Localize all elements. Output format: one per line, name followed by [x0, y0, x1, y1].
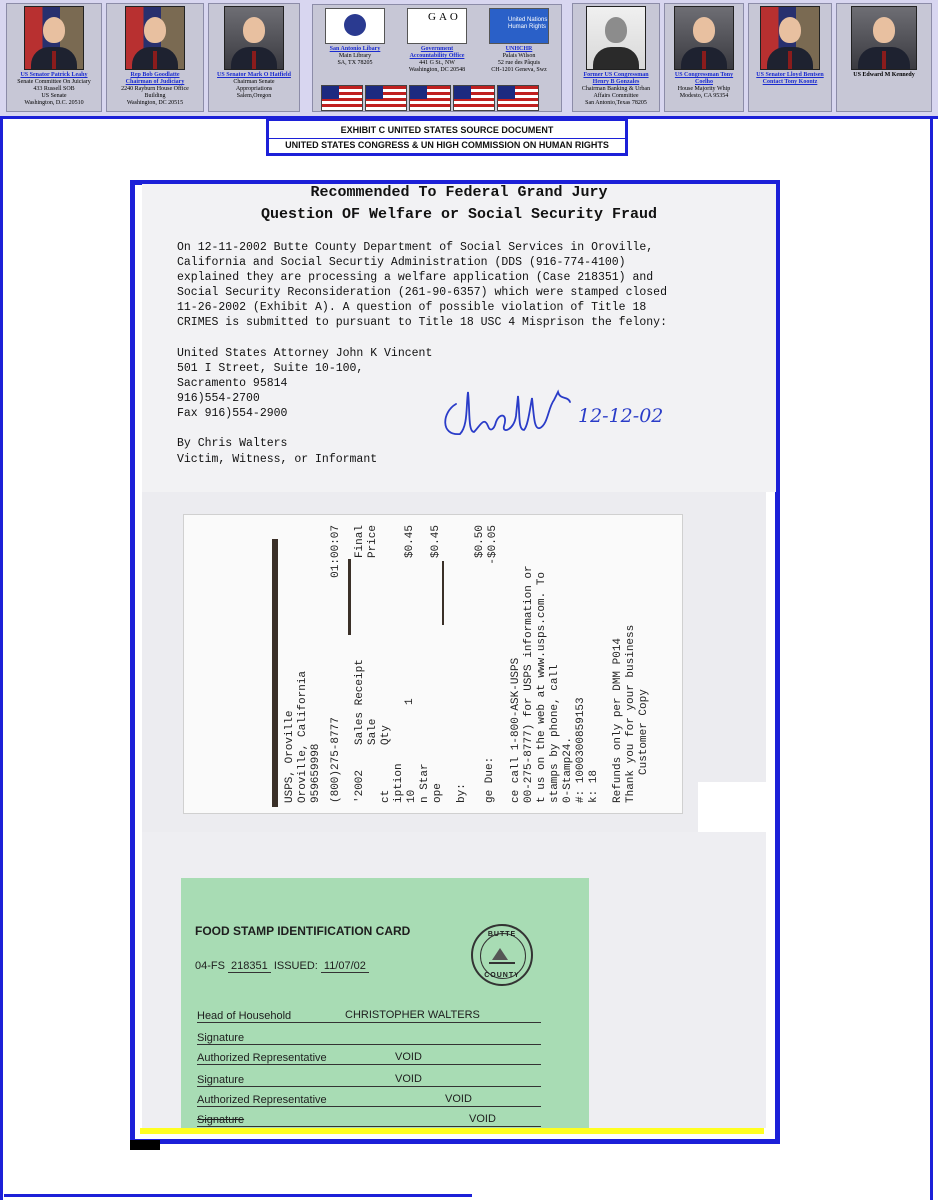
gao-logo-text: GAO	[428, 11, 461, 23]
informant-line: By Chris Walters	[177, 437, 288, 450]
receipt-line: 959659998	[310, 743, 322, 803]
receipt-line: $0.50	[474, 525, 486, 559]
contact-line: Washington, DC 20515	[126, 100, 184, 106]
contact-line: Modesto, CA 95354	[679, 93, 729, 99]
receipt-body-line: t us on the web at www.usps.com. To	[536, 571, 548, 803]
address-line: Sacramento 95814	[177, 377, 288, 390]
us-flag-icon	[497, 85, 539, 111]
portrait-photo	[224, 6, 284, 70]
receipt-side: by:	[456, 783, 468, 803]
receipt-line: $0.45	[404, 525, 416, 559]
institution-panel	[312, 4, 562, 112]
yellow-strip	[140, 1128, 764, 1134]
portrait-photo	[760, 6, 820, 70]
issued-label: ISSUED:	[273, 960, 318, 972]
page-border-right	[930, 118, 933, 1200]
contact-line: Chairman Senate	[233, 79, 275, 85]
row-label: Signature	[197, 1032, 245, 1044]
seal-bottom-text: COUNTY	[484, 972, 520, 979]
receipt-body-line: Refunds only per DMM P014	[612, 637, 624, 803]
contact-line-link[interactable]: Contact Tony Koontz	[762, 79, 818, 85]
case-prefix: 04-FS	[195, 960, 225, 972]
receipt-body-line: Thank you for your business	[625, 624, 637, 803]
library-name-link[interactable]: San Antonio Libary	[329, 46, 381, 52]
signature-row	[197, 1112, 541, 1127]
address-line: 501 I Street, Suite 10-100,	[177, 362, 364, 375]
contact-line: US Senate	[41, 93, 67, 99]
receipt-line: USPS, Oroville	[284, 710, 296, 803]
contact-line: Affairs Committee	[593, 93, 639, 99]
letter-title-2: Question OF Welfare or Social Security Fraud	[260, 206, 658, 223]
us-flag-icon	[453, 85, 495, 111]
informant-line: Victim, Witness, or Informant	[177, 453, 378, 466]
informant-block	[177, 436, 377, 468]
row-label: Head of Household	[197, 1010, 292, 1022]
row-value: CHRISTOPHER WALTERS	[345, 1009, 480, 1021]
receipt-body-line: 0-Stamp24.	[562, 736, 574, 803]
exhibit-line-1: EXHIBIT C UNITED STATES SOURCE DOCUMENT	[340, 125, 554, 135]
head-of-household-row	[197, 1008, 541, 1023]
receipt-side: ope	[432, 783, 444, 803]
contact-card-kennedy[interactable]	[836, 3, 932, 112]
exhibit-line-2: UNITED STATES CONGRESS & UN HIGH COMMISSION ON HUMAN RIGHTS	[269, 138, 625, 150]
bottom-rule	[4, 1194, 472, 1197]
header-strip	[0, 0, 938, 119]
gao-name2-link[interactable]: Accountability Office	[409, 53, 465, 59]
portrait-photo	[586, 6, 646, 70]
receipt-line: Final	[354, 525, 366, 559]
attorney-address	[177, 346, 432, 421]
portrait-photo	[674, 6, 734, 70]
receipt-line: Oroville, California	[297, 670, 309, 803]
unhchr-line: Palais Wilson	[502, 53, 536, 59]
gao-name-link[interactable]: Government	[420, 46, 454, 52]
library-line: SA, TX 78205	[337, 60, 373, 66]
receipt-line: $0.45	[430, 525, 442, 559]
row-label: Signature	[197, 1074, 245, 1086]
case-number-line	[195, 960, 369, 972]
receipt-side: ge Due:	[484, 756, 496, 803]
seal-top-text: BUTTE	[487, 931, 517, 938]
row-value: VOID	[445, 1093, 472, 1105]
portrait-photo	[125, 6, 185, 70]
contact-card-leahy[interactable]	[6, 3, 102, 112]
unhchr-line: CH-1201 Geneva, Swz	[491, 67, 547, 73]
unhchr-card[interactable]	[479, 7, 559, 85]
contact-card-hatfield[interactable]	[208, 3, 300, 112]
receipt-rotated-text	[184, 515, 683, 814]
contact-line: Senate Committee On Juiciary	[17, 79, 91, 85]
contact-name2-link[interactable]: Coelho	[695, 79, 713, 85]
signature-date: 12-12-02	[578, 405, 664, 427]
issued-date: 11/07/02	[321, 960, 369, 973]
receipt-body-line: stamps by phone, call	[549, 664, 561, 803]
contact-name-link[interactable]: US Congressman Tony	[674, 72, 734, 78]
receipt-line: 01:00:07	[330, 525, 342, 578]
gao-logo-icon	[407, 8, 467, 44]
receipt-body-line: #: 1000300859153	[575, 697, 587, 803]
contact-line: Salem,Oregon	[236, 93, 272, 99]
contact-line: Chairman Banking & Urban	[581, 86, 651, 92]
butte-county-seal-icon	[471, 924, 533, 986]
contact-line: San Antonio,Texas 78205	[585, 100, 647, 106]
receipt-line: Sale	[367, 718, 379, 745]
case-number: 218351	[228, 960, 271, 973]
contact-name2-link[interactable]: Henry B Gonzales	[592, 79, 640, 85]
flag-row	[321, 85, 551, 109]
letter-title-1: Recommended To Federal Grand Jury	[310, 184, 608, 201]
grand-jury-letter	[142, 184, 776, 492]
row-label: Authorized Representative	[197, 1052, 327, 1064]
address-line: 916)554-2700	[177, 392, 260, 405]
library-line: Main Library	[338, 53, 372, 59]
contact-card-goodlatte[interactable]	[106, 3, 204, 112]
authorized-rep-row	[197, 1050, 541, 1065]
contact-line: House Majority Whip	[677, 86, 731, 92]
food-stamp-card	[181, 878, 589, 1130]
row-value: VOID	[395, 1051, 422, 1063]
receipt-line: 1	[404, 698, 416, 705]
signature-row	[197, 1072, 541, 1087]
un-logo-icon	[489, 8, 549, 44]
contact-card-bentsen[interactable]	[748, 3, 832, 112]
contact-card-gonzales[interactable]	[572, 3, 660, 112]
gao-line: 441 G St., NW	[419, 60, 455, 66]
contact-line: 2240 Rayburn House Office	[121, 86, 189, 92]
receipt-line: (800)275-8777	[330, 717, 342, 803]
contact-line: Building	[144, 93, 166, 99]
us-flag-icon	[409, 85, 451, 111]
authorized-rep-row	[197, 1092, 541, 1107]
unhchr-line: 52 rue des Pâquis	[497, 60, 541, 66]
contact-name-link[interactable]: Former US Congressman	[583, 72, 649, 78]
receipt-side: '2002	[354, 769, 366, 803]
contact-name-link[interactable]: US Senator Lloyd Bentsen	[756, 72, 824, 78]
address-line: United States Attorney John K Vincent	[177, 347, 433, 360]
row-value: VOID	[395, 1073, 422, 1085]
contact-name-link[interactable]: Rep Bob Goodlatte	[130, 72, 180, 78]
contact-line: Appropriations	[235, 86, 273, 92]
page-border-left	[0, 118, 3, 1200]
receipt-side: ct	[380, 789, 392, 803]
row-value: VOID	[469, 1113, 496, 1125]
gao-card[interactable]	[397, 7, 477, 85]
signature-row	[197, 1030, 541, 1045]
black-corner-mark	[130, 1140, 160, 1150]
exhibit-title-box	[266, 118, 628, 156]
letter-paragraph: On 12-11-2002 Butte County Department of Social Services in Oroville, California and Social Securtiy Administration (DDS (916-774-4100) explained they are processing a welfare application (Case 218351) and Social Security Reconsideration (261-90-6357) which were stamped closed 11-26-2002 (Exhibit A). A question of possible violation of Title 18 CRIMES is submitted to pursuant to Title 18 USC 4 Misprison the felony:	[177, 241, 667, 329]
contact-name: US Edward M Kennedy	[853, 72, 915, 78]
handwritten-signature	[438, 386, 678, 446]
gao-line: Washington, DC 20548	[408, 67, 466, 73]
row-label: Signature	[197, 1114, 245, 1126]
us-flag-icon	[365, 85, 407, 111]
receipt-body-line: Customer Copy	[638, 689, 650, 775]
contact-name-link[interactable]: US Senator Mark O Hatfield	[217, 72, 291, 78]
receipt-side: n Star	[419, 763, 431, 803]
receipt-body-line: 00-275-8777) for USPS information or	[523, 565, 535, 803]
un-logo-text: United Nations Human Rights	[508, 17, 548, 30]
library-logo-icon	[325, 8, 385, 44]
row-label: Authorized Representative	[197, 1094, 327, 1106]
library-card[interactable]	[315, 7, 395, 85]
receipt-line: Qty	[380, 725, 392, 745]
contact-name-link[interactable]: US Senator Patrick Leahy	[20, 72, 88, 78]
receipt-line: Sales Receipt	[354, 659, 366, 745]
receipt-body-line: k: 18	[588, 769, 600, 803]
receipt-line: -$0.05	[487, 525, 499, 565]
receipt-side: iption	[393, 763, 405, 803]
contact-line: Washington, D.C. 20510	[24, 100, 84, 106]
contact-title-link[interactable]: Chairman of Judiciary	[125, 79, 185, 85]
receipt-side: 10	[406, 789, 418, 803]
address-line: Fax 916)554-2900	[177, 407, 288, 420]
contact-card-coelho[interactable]	[664, 3, 744, 112]
unhchr-name-link[interactable]: UNHCHR	[505, 46, 533, 52]
portrait-photo	[851, 6, 917, 70]
receipt-line: Price	[367, 525, 379, 559]
contact-line: 433 Russell SOB	[33, 86, 75, 92]
portrait-photo	[24, 6, 84, 70]
card-title: FOOD STAMP IDENTIFICATION CARD	[195, 924, 411, 938]
us-flag-icon	[321, 85, 363, 111]
receipt-body-line: ce call 1-800-ASK-USPS	[510, 657, 522, 803]
usps-receipt	[183, 514, 683, 814]
